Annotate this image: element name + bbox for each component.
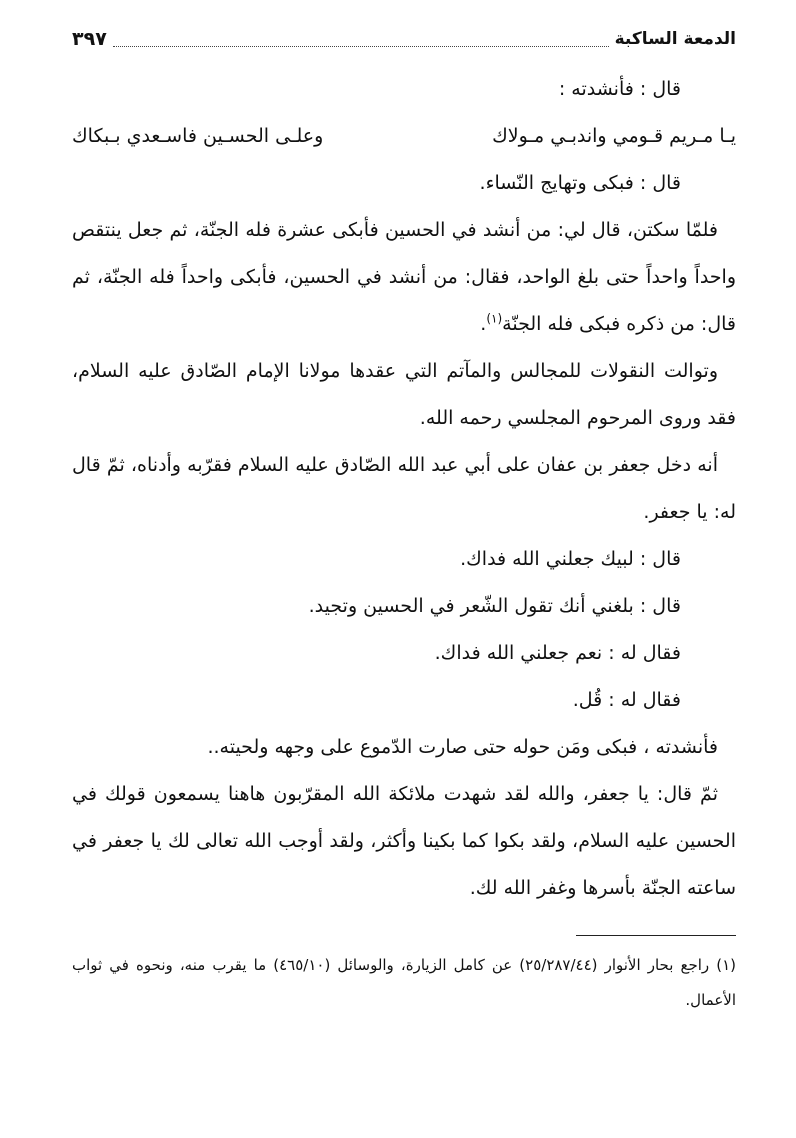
paragraph (72, 207, 736, 348)
page-header (72, 26, 736, 52)
main-text (72, 66, 736, 912)
poem-verse (72, 113, 736, 160)
paragraph: فأنشدته ، فبكى ومَن حوله حتى صارت الدّموع على وجهه ولحيته.. (207, 736, 718, 758)
verse-second-hemistich: وعلـى الحسـين فاسـعدي بـبكاك (72, 125, 324, 147)
dialogue-line: فقال له : قُل. (572, 689, 681, 711)
footnotes (72, 948, 736, 1018)
page-number: ٣٩٧ (72, 28, 107, 50)
paragraph: قال : فأنشدته : (558, 78, 681, 100)
paragraph: ثمّ قال: يا جعفر، والله لقد شهدت ملائكة الله المقرّبون هاهنا يسمعون قولك في الحسين عليه السلام، ولقد بكوا كما بكينا وأكثر، ولقد أوجب الله تعالى لك يا جعفر في ساعته الجنّة بأسرها وغفر الله لك. (72, 783, 736, 899)
paragraph-text: فلمّا سكتن، قال لي: من أنشد في الحسين فأبكى عشرة فله الجنّة، ثم جعل ينتقص واحداً واحداً حتى بلغ الواحد، فقال: من أنشد في الحسين، فأبكى واحداً فله الجنّة، ثم قال: من ذكره فبكى فله الجنّة (72, 219, 736, 335)
running-title: الدمعة الساكبة (614, 29, 736, 49)
header-dotted-leader (113, 32, 609, 47)
dialogue-line: فقال له : نعم جعلني الله فداك. (434, 642, 681, 664)
paragraph-end: . (480, 313, 487, 335)
verse-first-hemistich: يـا مـريم قـومي واندبـي مـولاك (492, 125, 736, 147)
dialogue-line: قال : بلغني أنك تقول الشّعر في الحسين وتجيد. (308, 595, 681, 617)
footnote-reference[interactable]: (١) (486, 311, 503, 326)
footnote-separator (576, 935, 736, 936)
paragraph: قال : فبكى وتهايج النّساء. (479, 172, 681, 194)
dialogue-line: قال : لبيك جعلني الله فداك. (460, 548, 681, 570)
paragraph: أنه دخل جعفر بن عفان على أبي عبد الله الصّادق عليه السلام فقرّبه وأدناه، ثمّ قال له: يا جعفر. (72, 454, 736, 523)
footnote-item: (١) راجع بحار الأنوار (٢٥/٢٨٧/٤٤) عن كامل الزيارة، والوسائل (٤٦٥/١٠) ما يقرب منه، ونحوه في ثواب الأعمال. (72, 956, 737, 1009)
paragraph: وتوالت النقولات للمجالس والمآتم التي عقدها مولانا الإمام الصّادق عليه السلام، فقد وروى المرحوم المجلسي رحمه الله. (72, 360, 736, 429)
